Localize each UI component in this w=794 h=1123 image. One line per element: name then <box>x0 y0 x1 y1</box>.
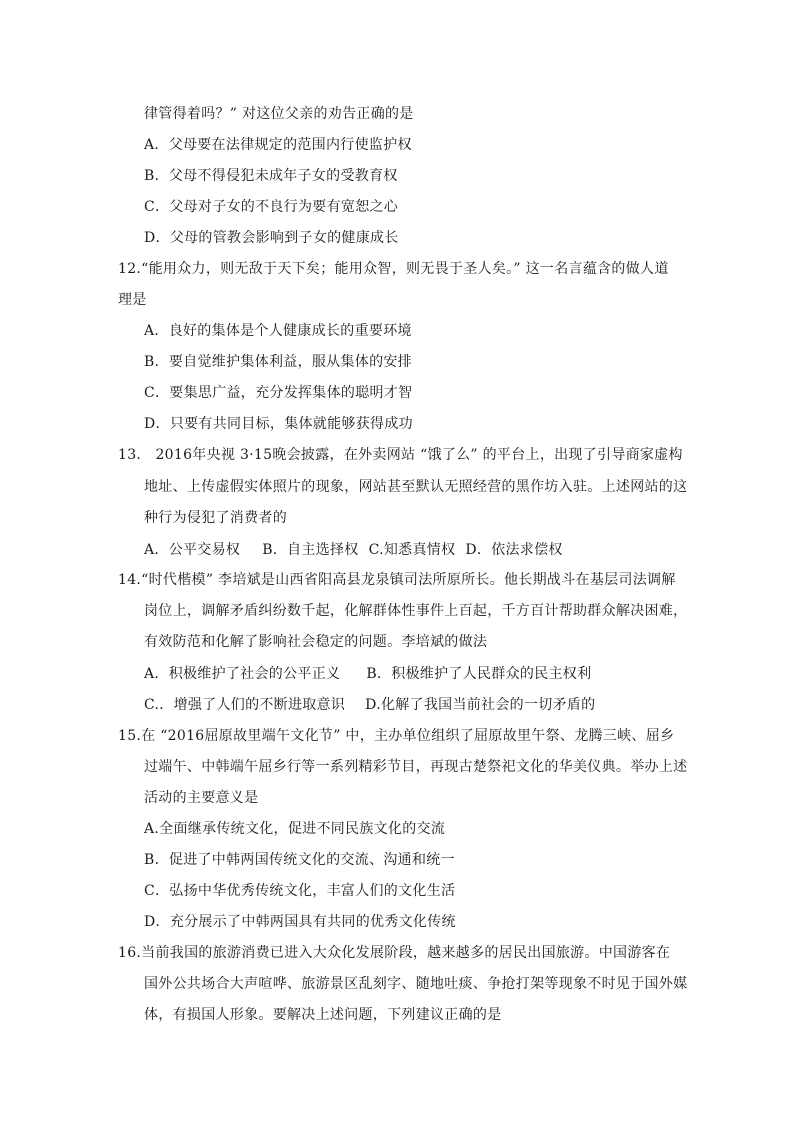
q14-options-row-2 <box>144 695 595 715</box>
q13-option-c: C.知悉真情权 <box>368 542 456 558</box>
q14-option-c: C.．增强了人们的不断进取意识 <box>144 697 346 713</box>
q13-option-d: D．依法求偿权 <box>465 542 563 558</box>
q16-stem-line-3: 体，有损国人形象。要解决上述问题，下列建议正确的是 <box>144 1007 502 1023</box>
q15-option-d: D．充分展示了中韩两国具有共同的优秀文化传统 <box>144 914 456 930</box>
q14-option-d: D.化解了我国当前社会的一切矛盾的 <box>365 697 596 713</box>
q12-stem-line-2: 理是 <box>118 292 147 308</box>
q14-option-b: B．积极维护了人民群众的民主权利 <box>366 666 592 682</box>
q13-option-b: B．自主选择权 <box>262 542 359 558</box>
q15-option-a: A.全面继承传统文化，促进不同民族文化的交流 <box>144 821 446 837</box>
q11-stem-continuation: 律管得着吗？” 对这位父亲的劝告正确的是 <box>144 106 414 122</box>
q16-stem-line-2: 国外公共场合大声喧哗、旅游景区乱刻字、随地吐痰、争抢打架等现象不时见于国外媒 <box>144 976 688 992</box>
q14-stem-line-2: 岗位上，调解矛盾纠纷数千起，化解群体性事件上百起，千方百计帮助群众解决困难， <box>144 603 688 619</box>
q11-option-b: B．父母不得侵犯未成年子女的受教育权 <box>144 168 398 184</box>
q12-stem-line-1: 12.“能用众力，则无敌于天下矣；能用众智，则无畏于圣人矣。” 这一名言蕴含的做人道 <box>118 261 669 277</box>
q14-stem-line-3: 有效防范和化解了影响社会稳定的问题。李培斌的做法 <box>144 634 488 650</box>
q11-option-d: D．父母的管教会影响到子女的健康成长 <box>144 230 399 246</box>
q14-option-a: A．积极维护了社会的公平正义 <box>144 666 341 682</box>
q13-stem-line-2: 地址、上传虚假实体照片的现象，网站甚至默认无照经营的黑作坊入驻。上述网站的这 <box>144 479 688 495</box>
q13-stem-line-1: 13. 2016年央视 3·15晚会披露，在外卖网站 “饿了么” 的平台上，出现了引导商家虚构 <box>118 447 683 463</box>
q16-stem-line-1: 16.当前我国的旅游消费已进入大众化发展阶段，越来越多的居民出国旅游。中国游客在 <box>118 945 671 961</box>
q13-options-row <box>144 540 563 560</box>
q14-options-row-1 <box>144 664 591 684</box>
q12-option-b: B．要自觉维护集体利益，服从集体的安排 <box>144 354 412 370</box>
q15-option-c: C．弘扬中华优秀传统文化，丰富人们的文化生活 <box>144 883 456 899</box>
q15-option-b: B．促进了中韩两国传统文化的交流、沟通和统一 <box>144 852 455 868</box>
q11-option-a: A．父母要在法律规定的范围内行使监护权 <box>144 137 412 153</box>
q15-stem-line-1: 15.在 “2016屈原故里端午文化节” 中，主办单位组织了屈原故里午祭、龙腾三峡、屈乡 <box>118 728 675 744</box>
q12-option-d: D．只要有共同目标，集体就能够获得成功 <box>144 416 413 432</box>
q12-option-a: A．良好的集体是个人健康成长的重要环境 <box>144 323 412 339</box>
q13-stem-line-3: 种行为侵犯了消费者的 <box>144 510 287 526</box>
q12-option-c: C．要集思广益，充分发挥集体的聪明才智 <box>144 385 413 401</box>
q11-option-c: C．父母对子女的不良行为要有宽恕之心 <box>144 199 399 215</box>
q14-stem-line-1: 14.“时代楷模” 李培斌是山西省阳高县龙泉镇司法所原所长。他长期战斗在基层司法调解 <box>118 572 676 588</box>
q15-stem-line-3: 活动的主要意义是 <box>144 790 259 806</box>
q15-stem-line-2: 过端午、中韩端午屈乡行等一系列精彩节目，再现古楚祭祀文化的华美仪典。举办上述 <box>144 759 688 775</box>
q13-option-a: A．公平交易权 <box>144 542 241 558</box>
